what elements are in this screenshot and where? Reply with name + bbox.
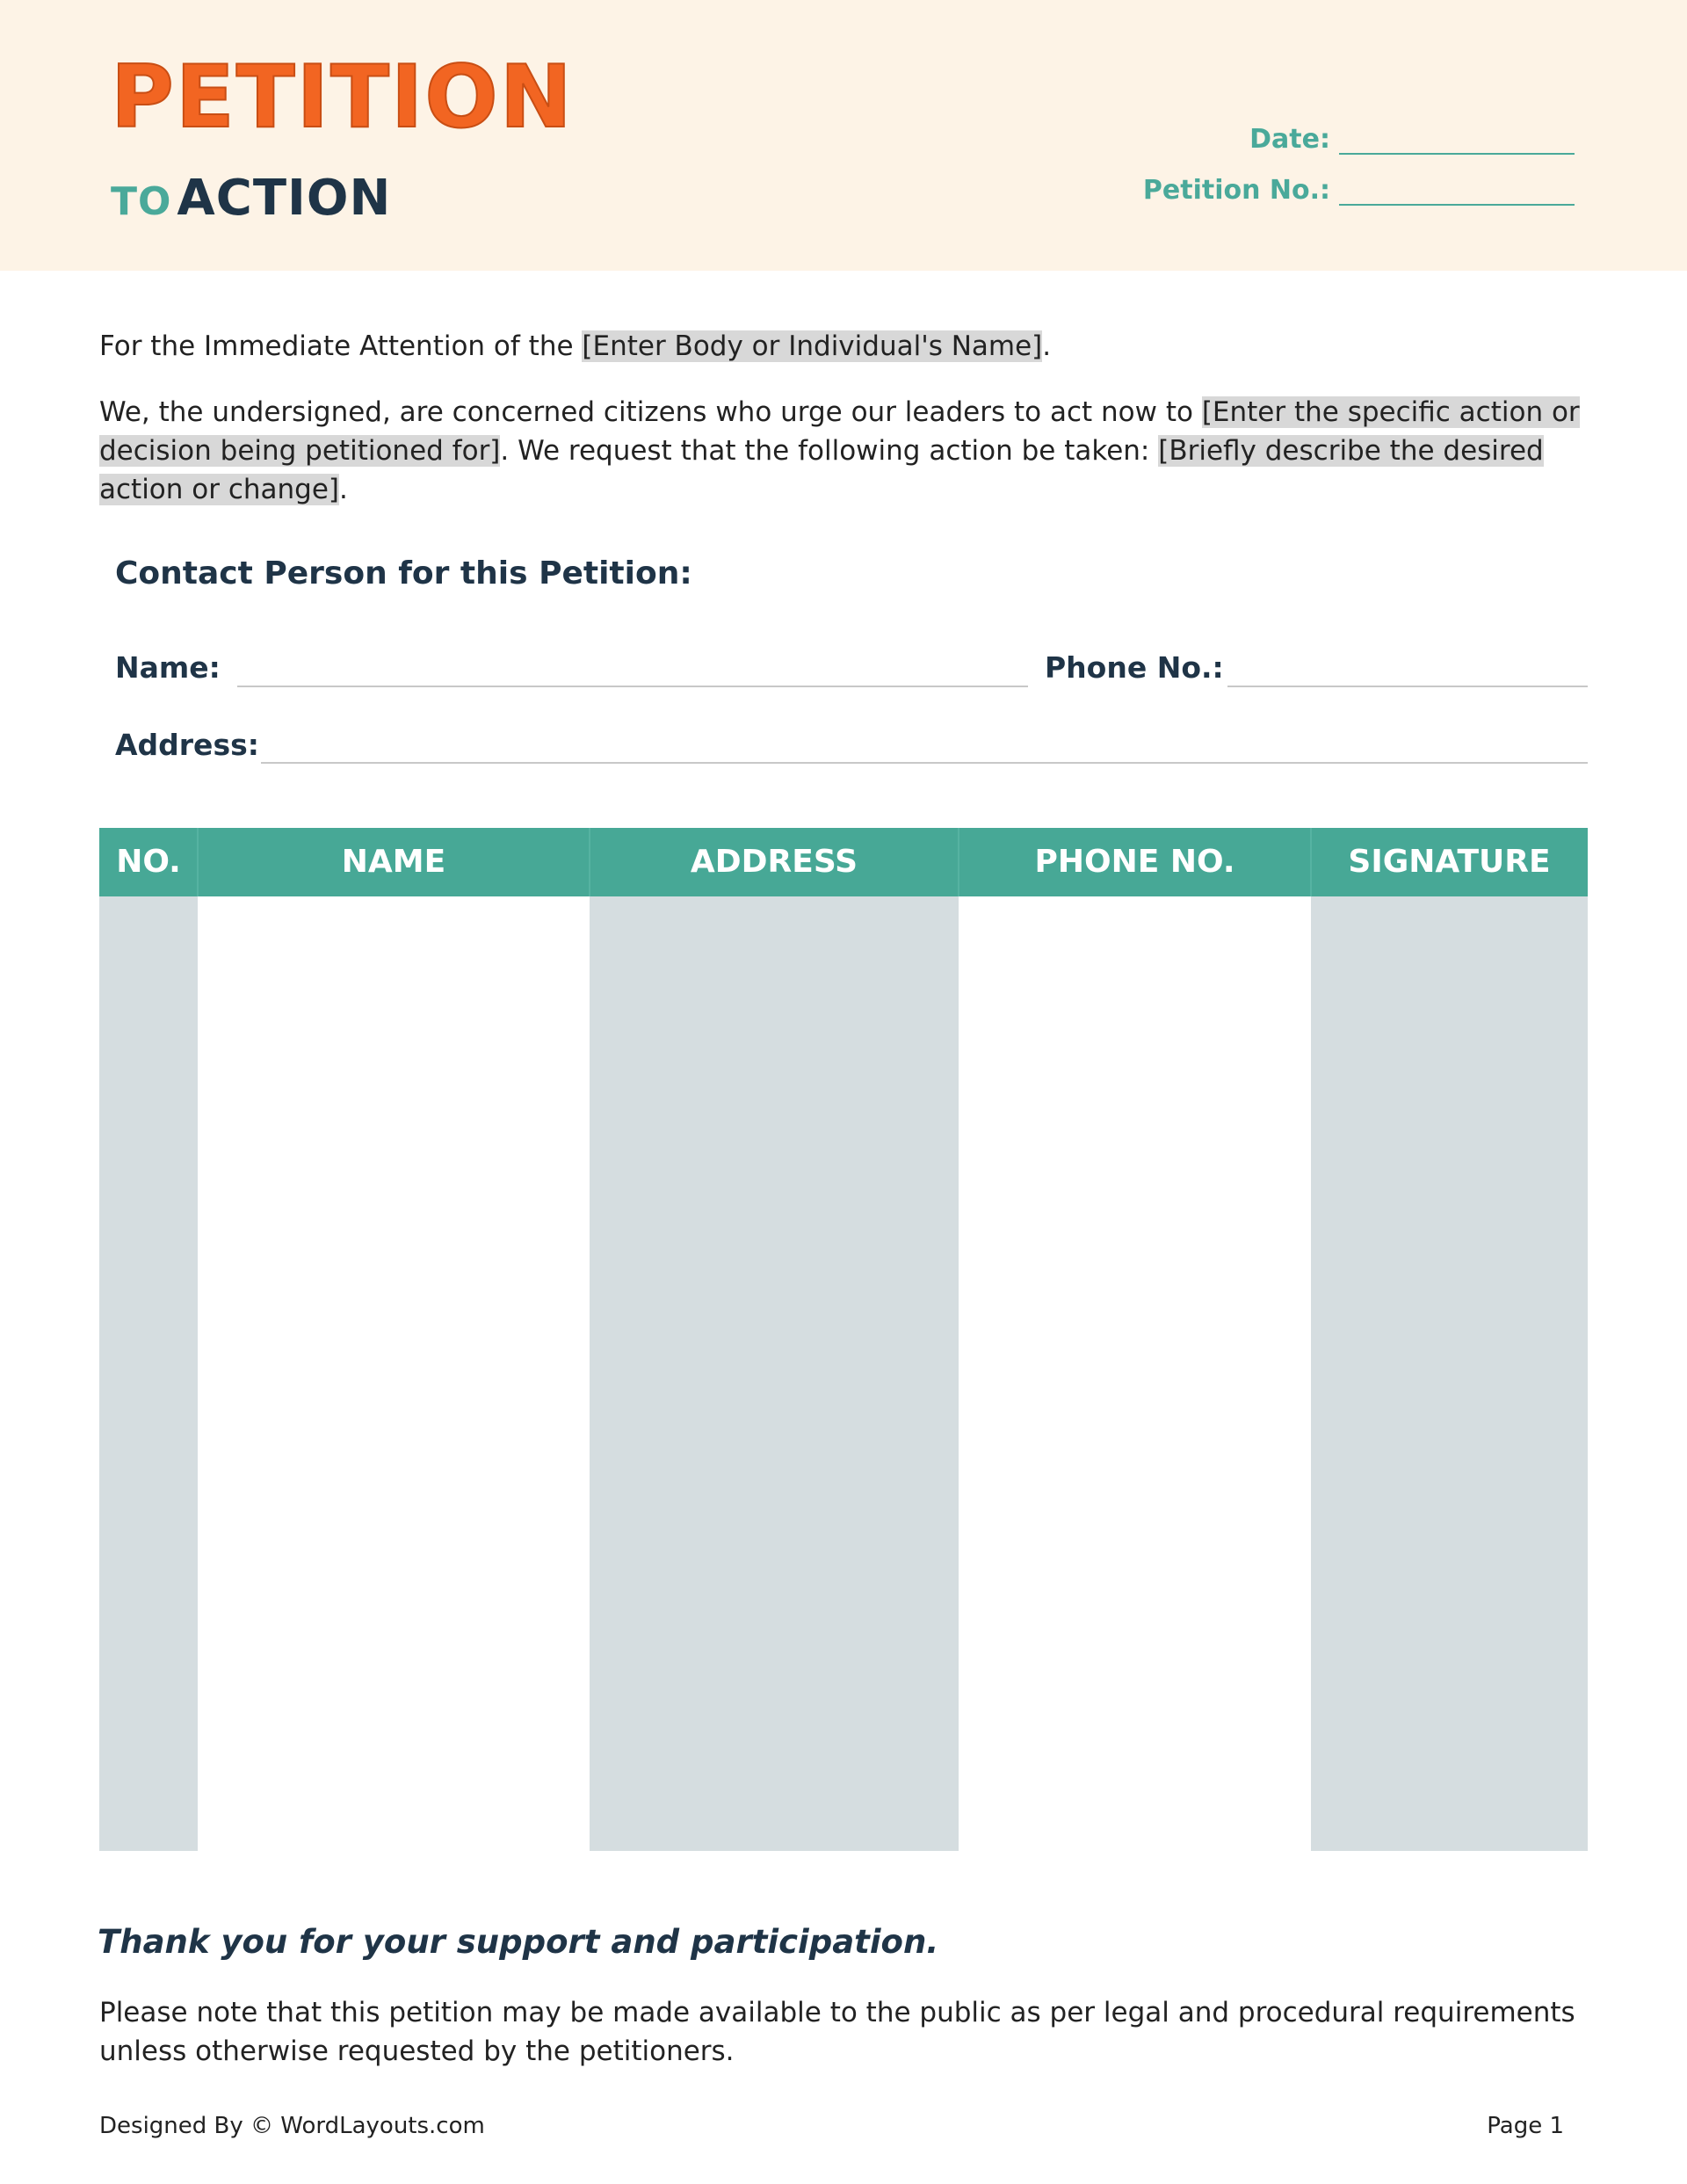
contact-phone-field[interactable] [1227, 661, 1588, 687]
column-no-body[interactable] [99, 896, 198, 1851]
subtitle-action: ACTION [177, 170, 392, 227]
contact-address-field[interactable] [261, 737, 1588, 764]
petition-no-field[interactable] [1339, 179, 1575, 206]
document-title: PETITION [111, 47, 574, 148]
date-field[interactable] [1339, 128, 1575, 155]
date-label: Date: [1249, 124, 1330, 155]
header-divider [958, 828, 959, 896]
table-header [99, 828, 1588, 896]
request-text-b: . We request that the following action be taken: [500, 435, 1159, 467]
subtitle-to: TO [111, 179, 172, 224]
attention-paragraph [99, 327, 1588, 366]
header-name: NAME [341, 844, 446, 880]
column-phone-body[interactable] [959, 896, 1311, 1851]
column-signature-body[interactable] [1311, 896, 1588, 1851]
document-subtitle [111, 170, 392, 227]
thanks-heading: Thank you for your support and participation. [98, 1923, 939, 1961]
footer-credit: Designed By © WordLayouts.com [99, 2113, 485, 2139]
attention-text: For the Immediate Attention of the [99, 330, 583, 362]
header-banner [0, 0, 1687, 271]
contact-heading: Contact Person for this Petition: [115, 555, 692, 591]
request-text-a: We, the undersigned, are concerned citizens who urge our leaders to act now to [99, 396, 1202, 428]
action-placeholder[interactable]: [Enter the specific action or decision being petitioned for] [99, 396, 1580, 467]
petition-no-row [1118, 155, 1575, 206]
request-paragraph [99, 393, 1588, 509]
request-end: . [339, 474, 348, 505]
signature-table [99, 828, 1588, 1851]
column-name-body[interactable] [198, 896, 590, 1851]
contact-name-label: Name: [115, 650, 221, 685]
header-divider [589, 828, 590, 896]
header-phone: PHONE NO. [1034, 844, 1235, 880]
change-placeholder[interactable]: [Briefly describe the desired action or change] [99, 435, 1544, 505]
column-address-body[interactable] [590, 896, 959, 1851]
header-meta [1118, 104, 1575, 206]
privacy-note: Please note that this petition may be made available to the public as per legal and procedural requirements unless otherwise requested by the petitioners. [99, 1997, 1575, 2067]
contact-phone-label: Phone No.: [1045, 650, 1224, 685]
date-row [1118, 104, 1575, 155]
page-number: Page 1 [1487, 2113, 1564, 2139]
header-divider [197, 828, 199, 896]
attention-end: . [1042, 330, 1052, 362]
header-signature: SIGNATURE [1348, 844, 1551, 880]
header-no: NO. [116, 844, 181, 880]
header-address: ADDRESS [690, 844, 858, 880]
contact-name-field[interactable] [237, 661, 1028, 687]
petition-no-label: Petition No.: [1142, 175, 1330, 206]
recipient-placeholder[interactable]: [Enter Body or Individual's Name] [582, 330, 1043, 362]
contact-address-label: Address: [115, 728, 259, 762]
header-divider [1310, 828, 1312, 896]
